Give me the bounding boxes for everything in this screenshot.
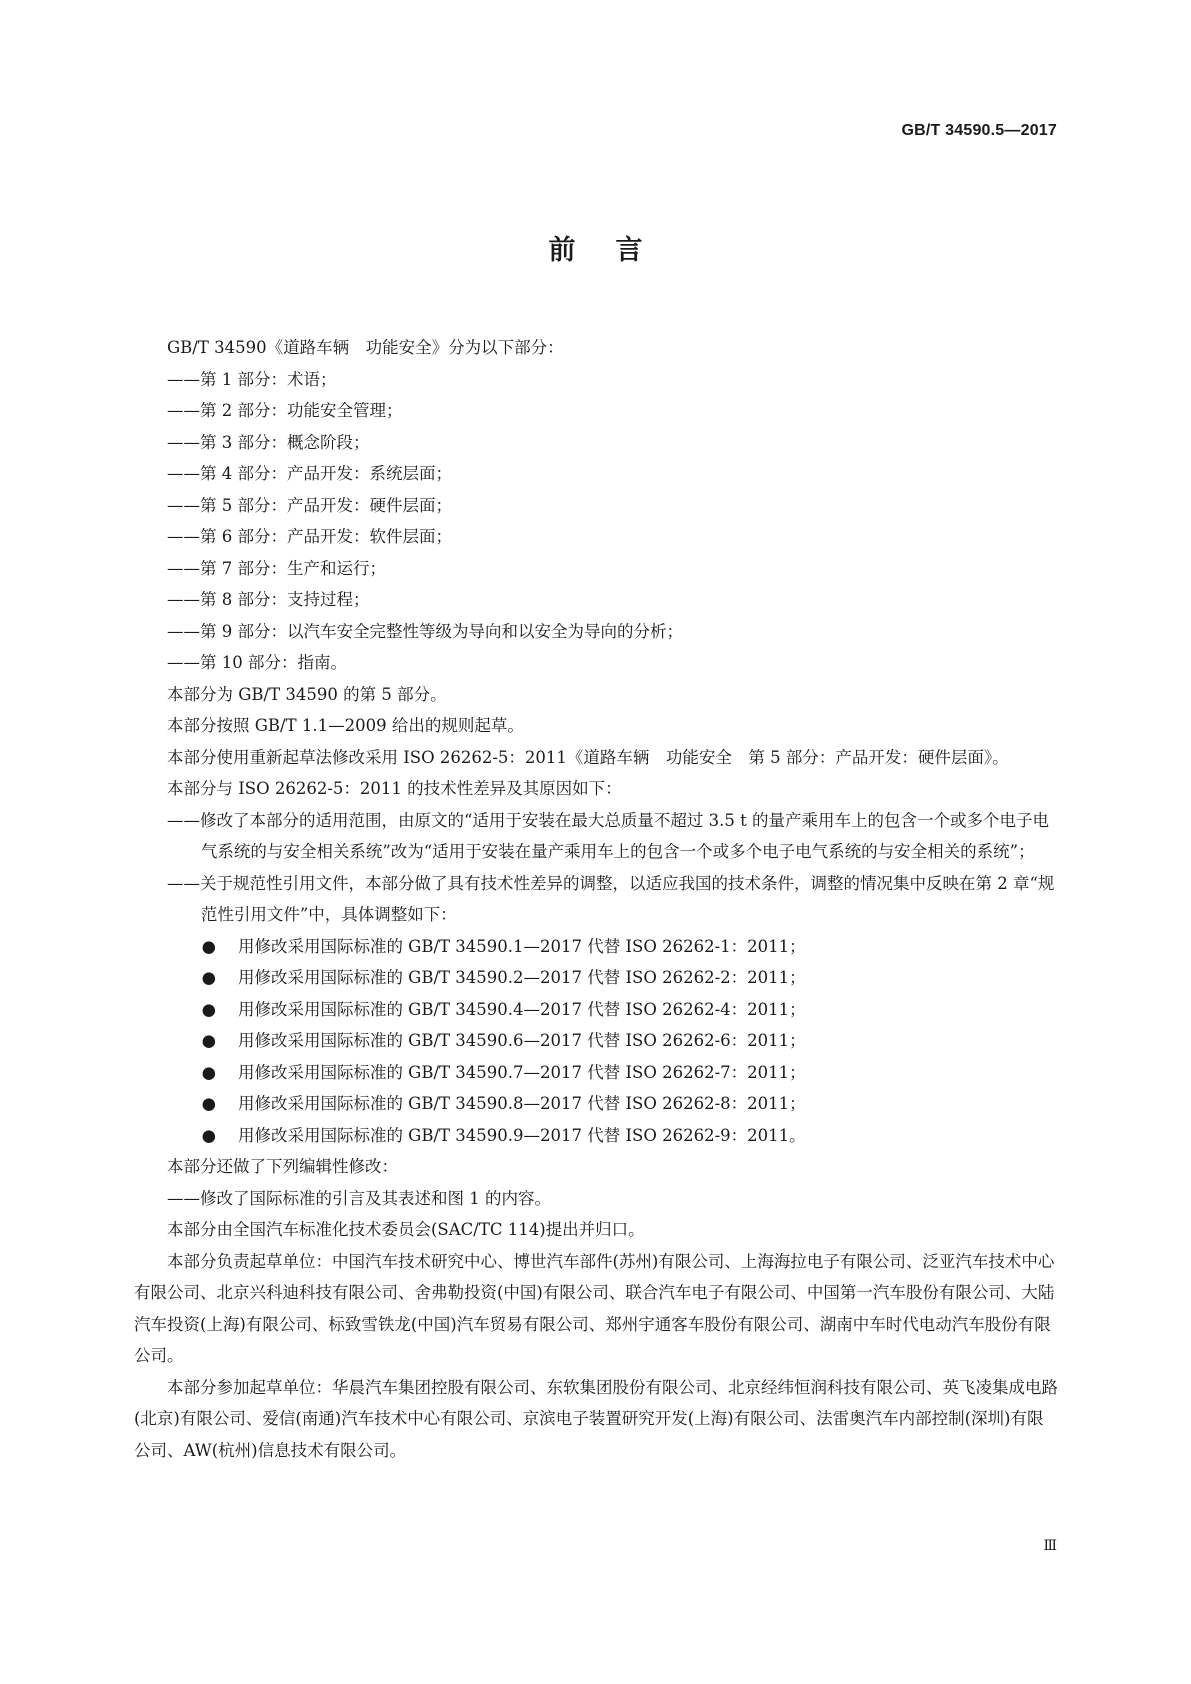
reference-bullet-text: 用修改采用国际标准的 GB/T 34590.6—2017 代替 ISO 26262-6：2011；: [237, 1031, 806, 1050]
proposed-paragraph: 本部分由全国汽车标准化技术委员会(SAC/TC 114)提出并归口。: [167, 1220, 645, 1239]
difference-references-item: ——关于规范性引用文件，本部分做了具有技术性差异的调整，以适应我国的技术条件，调整的情况集中反映在第 2 章“规范性引用文件”中，具体调整如下：: [167, 873, 1055, 924]
reference-bullet: [134, 994, 1059, 1026]
reference-bullet: [134, 1120, 1059, 1152]
intro-paragraph: GB/T 34590《道路车辆 功能安全》分为以下部分：: [167, 338, 564, 357]
page-title: 前言: [548, 235, 683, 266]
part-item: ——第 1 部分：术语；: [167, 369, 337, 389]
bullet-icon: ●: [201, 1062, 217, 1082]
adoption-paragraph: 本部分使用重新起草法修改采用 ISO 26262-5：2011《道路车辆 功能安全 第 5 部分：产品开发：硬件层面》。: [167, 747, 1009, 767]
reference-bullet-text: 用修改采用国际标准的 GB/T 34590.1—2017 代替 ISO 26262-1：2011；: [237, 936, 806, 956]
bullet-icon: ●: [201, 1031, 217, 1050]
part-item: ——第 4 部分：产品开发：系统层面；: [167, 464, 452, 483]
reference-bullet-text: 用修改采用国际标准的 GB/T 34590.7—2017 代替 ISO 26262-7：2011；: [237, 1062, 806, 1082]
reference-bullet-text: 用修改采用国际标准的 GB/T 34590.4—2017 代替 ISO 26262-4：2011；: [237, 999, 806, 1019]
bullet-icon: ●: [201, 936, 217, 956]
page-number: Ⅲ: [1043, 1538, 1057, 1554]
difference-scope-item: ——修改了本部分的适用范围，由原文的“适用于安装在最大总质量不超过 3.5 t 的量产乘用车上的包含一个或多个电子电气系统的与安全相关系统”改为“适用于安装在量产乘用车上的包含一个或多个电子电气系统的与安全相关的系统”；: [167, 810, 1050, 861]
bullet-icon: ●: [201, 999, 217, 1019]
part-item: ——第 5 部分：产品开发：硬件层面；: [167, 495, 452, 515]
bullet-icon: ●: [201, 968, 217, 987]
bullet-icon: ●: [201, 1125, 217, 1145]
part-item: ——第 3 部分：概念阶段；: [167, 432, 370, 452]
part-of-paragraph: 本部分为 GB/T 34590 的第 5 部分。: [167, 684, 447, 704]
bullet-icon: ●: [201, 1094, 217, 1113]
participating-drafters-paragraph: 本部分参加起草单位：华晨汽车集团控股有限公司、东软集团股份有限公司、北京经纬恒润科技有限公司、英飞凌集成电路(北京)有限公司、爱信(南通)汽车技术中心有限公司、京滨电子装置研究开发(上海)有限公司、法雷奥汽车内部控制(深圳)有限公司、AW(杭州)信息技术有限公司。: [134, 1377, 1058, 1460]
part-item: ——第 10 部分：指南。: [167, 653, 347, 672]
reference-bullet: [134, 1025, 1059, 1057]
part-item: ——第 9 部分：以汽车安全完整性等级为导向和以安全为导向的分析；: [167, 621, 683, 641]
reference-bullet: [134, 1057, 1059, 1089]
reference-bullet-text: 用修改采用国际标准的 GB/T 34590.9—2017 代替 ISO 26262-9：2011。: [237, 1125, 806, 1145]
part-item: ——第 2 部分：功能安全管理；: [167, 401, 403, 420]
part-item: ——第 7 部分：生产和运行；: [167, 558, 386, 578]
part-item: ——第 6 部分：产品开发：软件层面；: [167, 527, 452, 546]
editorial-item: ——修改了国际标准的引言及其表述和图 1 的内容。: [167, 1188, 551, 1208]
foreword-body: [134, 332, 1059, 1466]
responsible-drafters-paragraph: 本部分负责起草单位：中国汽车技术研究中心、博世汽车部件(苏州)有限公司、上海海拉电子有限公司、泛亚汽车技术中心有限公司、北京兴科迪科技有限公司、舍弗勒投资(中国)有限公司、联合汽车电子有限公司、中国第一汽车股份有限公司、大陆汽车投资(上海)有限公司、标致雪铁龙(中国)汽车贸易有限公司、郑州宇通客车股份有限公司、湖南中车时代电动汽车股份有限公司。: [134, 1251, 1055, 1365]
part-item: ——第 8 部分：支持过程；: [167, 590, 370, 609]
editorial-paragraph: 本部分还做了下列编辑性修改：: [167, 1157, 398, 1176]
standard-number: GB/T 34590.5—2017: [901, 122, 1057, 139]
reference-bullet: [134, 1088, 1059, 1120]
reference-bullet: [134, 962, 1059, 994]
reference-bullet-text: 用修改采用国际标准的 GB/T 34590.2—2017 代替 ISO 26262-2：2011；: [237, 968, 806, 987]
reference-bullet: [134, 931, 1059, 963]
drafted-paragraph: 本部分按照 GB/T 1.1—2009 给出的规则起草。: [167, 716, 524, 735]
reference-bullet-text: 用修改采用国际标准的 GB/T 34590.8—2017 代替 ISO 26262-8：2011；: [237, 1094, 806, 1113]
differences-paragraph: 本部分与 ISO 26262-5：2011 的技术性差异及其原因如下：: [167, 779, 622, 798]
